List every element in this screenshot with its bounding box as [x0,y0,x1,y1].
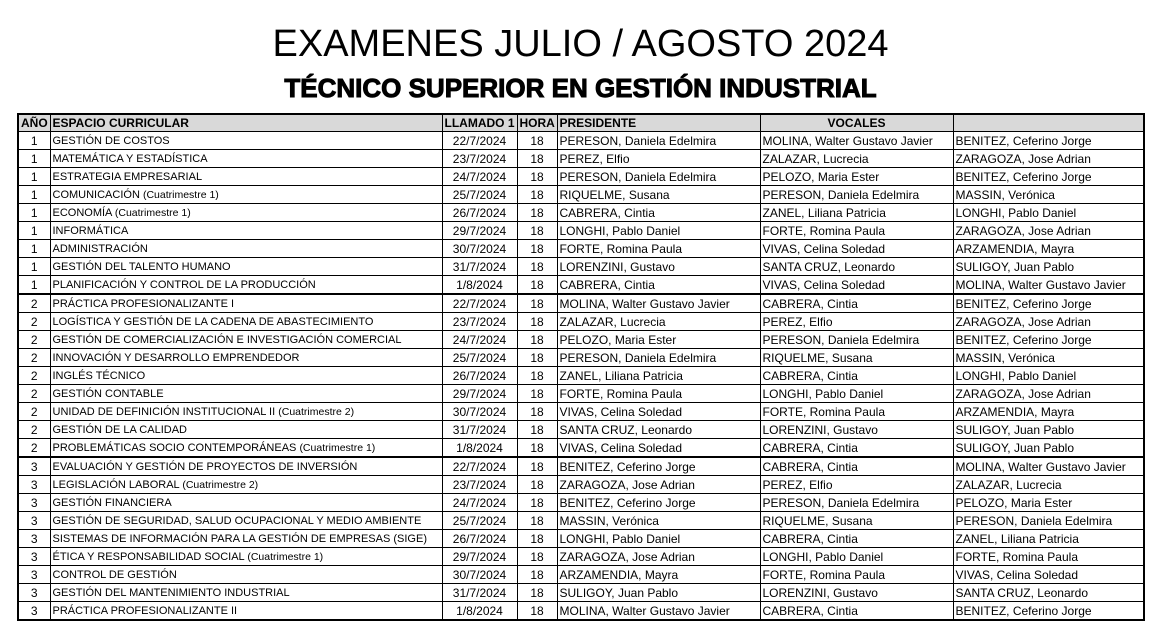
cell-vocal-1: PEREZ, Elfio [760,476,953,494]
cell-anio: 3 [18,476,50,494]
cell-vocal-1: ZANEL, Liliana Patricia [760,204,953,222]
cell-llamado: 30/7/2024 [442,403,517,421]
cell-llamado: 29/7/2024 [442,385,517,403]
cell-vocal-2: VIVAS, Celina Soledad [953,566,1144,584]
cell-espacio-curricular [50,566,442,584]
cell-vocal-1: PEREZ, Elfio [760,313,953,331]
cell-presidente: VIVAS, Celina Soledad [557,403,760,421]
header-vocales: VOCALES [760,114,953,132]
cell-espacio-curricular [50,403,442,421]
cell-vocal-1: LONGHI, Pablo Daniel [760,385,953,403]
cell-espacio-curricular [50,512,442,530]
cell-llamado: 26/7/2024 [442,367,517,385]
materia-note: (Cuatrimestre 1) [247,550,324,563]
materia-name: PRÁCTICA PROFESIONALIZANTE II [52,604,238,617]
cell-vocal-1: FORTE, Romina Paula [760,222,953,240]
cell-presidente: PERESON, Daniela Edelmira [557,132,760,150]
cell-llamado: 31/7/2024 [442,421,517,439]
materia-name: SISTEMAS DE INFORMACIÓN PARA LA GESTIÓN DE EMPRESAS (SIGE) [52,532,427,545]
table-row [18,240,1144,258]
cell-llamado: 26/7/2024 [442,204,517,222]
table-row [18,258,1144,276]
cell-espacio-curricular [50,222,442,240]
cell-presidente: LORENZINI, Gustavo [557,258,760,276]
table-body [18,132,1144,621]
cell-vocal-1: CABRERA, Cintia [760,439,953,458]
materia-name: ÉTICA Y RESPONSABILIDAD SOCIAL [52,550,245,563]
cell-espacio-curricular [50,186,442,204]
cell-hora: 18 [517,385,557,403]
cell-presidente: BENITEZ, Ceferino Jorge [557,457,760,476]
cell-presidente: PERESON, Daniela Edelmira [557,168,760,186]
table-row [18,439,1144,458]
cell-presidente: PEREZ, Elfio [557,150,760,168]
cell-vocal-2: MOLINA, Walter Gustavo Javier [953,457,1144,476]
cell-presidente: FORTE, Romina Paula [557,240,760,258]
table-header-row [18,114,1144,132]
header-espacio-curricular: ESPACIO CURRICULAR [50,114,442,132]
cell-espacio-curricular [50,168,442,186]
cell-anio: 3 [18,494,50,512]
cell-anio: 3 [18,512,50,530]
cell-llamado: 22/7/2024 [442,132,517,150]
cell-presidente: CABRERA, Cintia [557,276,760,295]
cell-hora: 18 [517,240,557,258]
cell-espacio-curricular [50,494,442,512]
cell-vocal-2: LONGHI, Pablo Daniel [953,367,1144,385]
cell-vocal-1: RIQUELME, Susana [760,512,953,530]
materia-name: MATEMÁTICA Y ESTADÍSTICA [52,152,208,165]
cell-vocal-2: LONGHI, Pablo Daniel [953,204,1144,222]
table-row [18,204,1144,222]
cell-vocal-1: VIVAS, Celina Soledad [760,276,953,295]
cell-vocal-2: ZARAGOZA, Jose Adrian [953,150,1144,168]
cell-espacio-curricular [50,476,442,494]
cell-presidente: CABRERA, Cintia [557,204,760,222]
cell-vocal-2: BENITEZ, Ceferino Jorge [953,602,1144,621]
cell-llamado: 30/7/2024 [442,566,517,584]
materia-note: (Cuatrimestre 1) [142,188,219,201]
cell-anio: 2 [18,439,50,458]
cell-presidente: MASSIN, Verónica [557,512,760,530]
materia-name: UNIDAD DE DEFINICIÓN INSTITUCIONAL II [52,405,276,418]
cell-vocal-2: BENITEZ, Ceferino Jorge [953,168,1144,186]
materia-name: ECONOMÍA [52,206,112,219]
table-row [18,566,1144,584]
cell-presidente: VIVAS, Celina Soledad [557,439,760,458]
cell-anio: 1 [18,276,50,295]
materia-name: EVALUACIÓN Y GESTIÓN DE PROYECTOS DE INVERSIÓN [52,460,358,473]
cell-espacio-curricular [50,602,442,621]
materia-note: (Cuatrimestre 1) [114,206,191,219]
cell-hora: 18 [517,530,557,548]
header-hora: HORA [517,114,557,132]
table-row [18,548,1144,566]
cell-vocal-2: PERESON, Daniela Edelmira [953,512,1144,530]
cell-presidente: LONGHI, Pablo Daniel [557,222,760,240]
header-presidente: PRESIDENTE [557,114,760,132]
cell-vocal-1: LORENZINI, Gustavo [760,421,953,439]
materia-name: CONTROL DE GESTIÓN [52,568,177,581]
materia-name: LOGÍSTICA Y GESTIÓN DE LA CADENA DE ABASTECIMIENTO [52,315,374,328]
cell-hora: 18 [517,349,557,367]
cell-vocal-2: SULIGOY, Juan Pablo [953,421,1144,439]
table-row [18,331,1144,349]
materia-name: ESTRATEGIA EMPRESARIAL [52,170,203,183]
cell-presidente: RIQUELME, Susana [557,186,760,204]
cell-hora: 18 [517,222,557,240]
cell-llamado: 25/7/2024 [442,349,517,367]
cell-llamado: 25/7/2024 [442,186,517,204]
cell-vocal-1: CABRERA, Cintia [760,530,953,548]
cell-llamado: 23/7/2024 [442,476,517,494]
cell-vocal-1: PERESON, Daniela Edelmira [760,186,953,204]
cell-vocal-2: ZANEL, Liliana Patricia [953,530,1144,548]
cell-vocal-1: SANTA CRUZ, Leonardo [760,258,953,276]
cell-hora: 18 [517,548,557,566]
cell-espacio-curricular [50,294,442,313]
cell-espacio-curricular [50,331,442,349]
cell-anio: 1 [18,222,50,240]
cell-vocal-1: CABRERA, Cintia [760,602,953,621]
cell-llamado: 31/7/2024 [442,584,517,602]
cell-presidente: SULIGOY, Juan Pablo [557,584,760,602]
cell-llamado: 30/7/2024 [442,240,517,258]
cell-llamado: 31/7/2024 [442,258,517,276]
page-title: EXAMENES JULIO / AGOSTO 2024 [272,23,889,65]
table-row [18,494,1144,512]
cell-vocal-2: MASSIN, Verónica [953,349,1144,367]
cell-presidente: LONGHI, Pablo Daniel [557,530,760,548]
cell-vocal-2: MASSIN, Verónica [953,186,1144,204]
cell-vocal-2: PELOZO, Maria Ester [953,494,1144,512]
header-vocal2 [953,114,1144,132]
materia-name: GESTIÓN FINANCIERA [52,496,172,509]
cell-vocal-2: ZALAZAR, Lucrecia [953,476,1144,494]
cell-anio: 2 [18,385,50,403]
table-row [18,294,1144,313]
page-subtitle: TÉCNICO SUPERIOR EN GESTIÓN INDUSTRIAL [284,73,877,103]
table-row [18,222,1144,240]
cell-presidente: ZARAGOZA, Jose Adrian [557,476,760,494]
cell-llamado: 23/7/2024 [442,150,517,168]
table-row [18,276,1144,295]
cell-hora: 18 [517,403,557,421]
cell-vocal-2: ZARAGOZA, Jose Adrian [953,222,1144,240]
cell-hora: 18 [517,584,557,602]
cell-vocal-2: BENITEZ, Ceferino Jorge [953,331,1144,349]
cell-vocal-1: LONGHI, Pablo Daniel [760,548,953,566]
cell-hora: 18 [517,476,557,494]
cell-llamado: 26/7/2024 [442,530,517,548]
cell-anio: 1 [18,204,50,222]
cell-vocal-2: BENITEZ, Ceferino Jorge [953,132,1144,150]
cell-hora: 18 [517,331,557,349]
header-llamado: LLAMADO 1 [442,114,517,132]
cell-hora: 18 [517,168,557,186]
cell-presidente: ARZAMENDIA, Mayra [557,566,760,584]
cell-hora: 18 [517,566,557,584]
cell-espacio-curricular [50,385,442,403]
cell-hora: 18 [517,367,557,385]
materia-name: GESTIÓN DE COSTOS [52,134,170,147]
header-anio: AÑO [18,114,50,132]
cell-llamado: 29/7/2024 [442,548,517,566]
cell-espacio-curricular [50,421,442,439]
materia-name: GESTIÓN DEL MANTENIMIENTO INDUSTRIAL [52,586,290,599]
cell-anio: 1 [18,150,50,168]
materia-note: (Cuatrimestre 2) [182,478,259,491]
cell-espacio-curricular [50,367,442,385]
cell-presidente: PERESON, Daniela Edelmira [557,349,760,367]
cell-presidente: PELOZO, Maria Ester [557,331,760,349]
cell-hora: 18 [517,421,557,439]
cell-vocal-2: SANTA CRUZ, Leonardo [953,584,1144,602]
cell-vocal-2: ARZAMENDIA, Mayra [953,403,1144,421]
cell-espacio-curricular [50,439,442,458]
cell-anio: 1 [18,132,50,150]
cell-espacio-curricular [50,132,442,150]
cell-presidente: BENITEZ, Ceferino Jorge [557,494,760,512]
cell-llamado: 23/7/2024 [442,313,517,331]
cell-vocal-1: CABRERA, Cintia [760,367,953,385]
cell-vocal-1: PERESON, Daniela Edelmira [760,494,953,512]
materia-name: PROBLEMÁTICAS SOCIO CONTEMPORÁNEAS [52,441,297,454]
cell-espacio-curricular [50,530,442,548]
table-row [18,349,1144,367]
cell-presidente: ZARAGOZA, Jose Adrian [557,548,760,566]
cell-espacio-curricular [50,258,442,276]
cell-vocal-1: PERESON, Daniela Edelmira [760,331,953,349]
cell-anio: 1 [18,186,50,204]
table-row [18,313,1144,331]
table-row [18,421,1144,439]
cell-anio: 2 [18,294,50,313]
table-row [18,476,1144,494]
table-row [18,385,1144,403]
cell-anio: 3 [18,566,50,584]
cell-anio: 3 [18,530,50,548]
cell-anio: 2 [18,403,50,421]
materia-name: GESTIÓN DE SEGURIDAD, SALUD OCUPACIONAL Y MEDIO AMBIENTE [52,514,422,527]
table-row [18,530,1144,548]
cell-hora: 18 [517,494,557,512]
table-row [18,584,1144,602]
cell-presidente: ZANEL, Liliana Patricia [557,367,760,385]
cell-anio: 3 [18,602,50,621]
table-row [18,186,1144,204]
cell-vocal-1: FORTE, Romina Paula [760,566,953,584]
materia-name: GESTIÓN DEL TALENTO HUMANO [52,260,231,273]
cell-vocal-1: CABRERA, Cintia [760,294,953,313]
cell-vocal-2: SULIGOY, Juan Pablo [953,439,1144,458]
cell-hora: 18 [517,204,557,222]
cell-anio: 1 [18,240,50,258]
cell-espacio-curricular [50,313,442,331]
cell-anio: 3 [18,548,50,566]
table-row [18,150,1144,168]
table-row [18,403,1144,421]
cell-presidente: MOLINA, Walter Gustavo Javier [557,294,760,313]
table-row [18,512,1144,530]
cell-llamado: 24/7/2024 [442,331,517,349]
table-row [18,457,1144,476]
cell-vocal-2: ZARAGOZA, Jose Adrian [953,313,1144,331]
cell-llamado: 1/8/2024 [442,276,517,295]
cell-vocal-2: SULIGOY, Juan Pablo [953,258,1144,276]
cell-hora: 18 [517,186,557,204]
cell-llamado: 29/7/2024 [442,222,517,240]
materia-name: GESTIÓN CONTABLE [52,387,164,400]
cell-hora: 18 [517,457,557,476]
cell-llamado: 22/7/2024 [442,457,517,476]
table-row [18,602,1144,621]
materia-name: INNOVACIÓN Y DESARROLLO EMPRENDEDOR [52,351,300,364]
table-row [18,132,1144,150]
exams-table [17,113,1145,621]
cell-vocal-1: CABRERA, Cintia [760,457,953,476]
cell-anio: 2 [18,331,50,349]
cell-llamado: 24/7/2024 [442,494,517,512]
materia-name: COMUNICACIÓN [52,188,140,201]
materia-name: GESTIÓN DE COMERCIALIZACIÓN E INVESTIGACIÓN COMERCIAL [52,333,402,346]
cell-hora: 18 [517,150,557,168]
table-row [18,367,1144,385]
cell-hora: 18 [517,439,557,458]
cell-hora: 18 [517,132,557,150]
materia-name: LEGISLACIÓN LABORAL [52,478,180,491]
cell-hora: 18 [517,512,557,530]
cell-vocal-1: RIQUELME, Susana [760,349,953,367]
cell-anio: 2 [18,421,50,439]
cell-vocal-1: PELOZO, Maria Ester [760,168,953,186]
materia-name: PLANIFICACIÓN Y CONTROL DE LA PRODUCCIÓN [52,278,316,291]
cell-anio: 2 [18,349,50,367]
cell-llamado: 22/7/2024 [442,294,517,313]
cell-hora: 18 [517,294,557,313]
cell-vocal-1: MOLINA, Walter Gustavo Javier [760,132,953,150]
cell-vocal-2: MOLINA, Walter Gustavo Javier [953,276,1144,295]
cell-llamado: 1/8/2024 [442,439,517,458]
cell-espacio-curricular [50,150,442,168]
materia-note: (Cuatrimestre 1) [299,441,376,454]
cell-vocal-2: FORTE, Romina Paula [953,548,1144,566]
cell-presidente: MOLINA, Walter Gustavo Javier [557,602,760,621]
cell-vocal-2: ARZAMENDIA, Mayra [953,240,1144,258]
cell-anio: 2 [18,367,50,385]
cell-espacio-curricular [50,204,442,222]
table-row [18,168,1144,186]
cell-anio: 3 [18,584,50,602]
cell-hora: 18 [517,258,557,276]
cell-espacio-curricular [50,240,442,258]
cell-espacio-curricular [50,548,442,566]
materia-name: INGLÉS TÉCNICO [52,369,146,382]
cell-presidente: ZALAZAR, Lucrecia [557,313,760,331]
cell-vocal-1: FORTE, Romina Paula [760,403,953,421]
cell-hora: 18 [517,313,557,331]
cell-vocal-1: VIVAS, Celina Soledad [760,240,953,258]
cell-anio: 2 [18,313,50,331]
cell-espacio-curricular [50,457,442,476]
materia-name: INFORMÁTICA [52,224,129,237]
cell-espacio-curricular [50,584,442,602]
cell-hora: 18 [517,602,557,621]
cell-espacio-curricular [50,349,442,367]
cell-llamado: 1/8/2024 [442,602,517,621]
cell-vocal-1: LORENZINI, Gustavo [760,584,953,602]
cell-llamado: 24/7/2024 [442,168,517,186]
cell-presidente: FORTE, Romina Paula [557,385,760,403]
cell-vocal-2: BENITEZ, Ceferino Jorge [953,294,1144,313]
cell-anio: 1 [18,168,50,186]
cell-hora: 18 [517,276,557,295]
materia-name: ADMINISTRACIÓN [52,242,148,255]
cell-presidente: SANTA CRUZ, Leonardo [557,421,760,439]
cell-vocal-2: ZARAGOZA, Jose Adrian [953,385,1144,403]
cell-llamado: 25/7/2024 [442,512,517,530]
cell-espacio-curricular [50,276,442,295]
cell-vocal-1: ZALAZAR, Lucrecia [760,150,953,168]
cell-anio: 3 [18,457,50,476]
materia-note: (Cuatrimestre 2) [278,405,355,418]
materia-name: GESTIÓN DE LA CALIDAD [52,423,187,436]
cell-anio: 1 [18,258,50,276]
materia-name: PRÁCTICA PROFESIONALIZANTE I [52,297,235,310]
